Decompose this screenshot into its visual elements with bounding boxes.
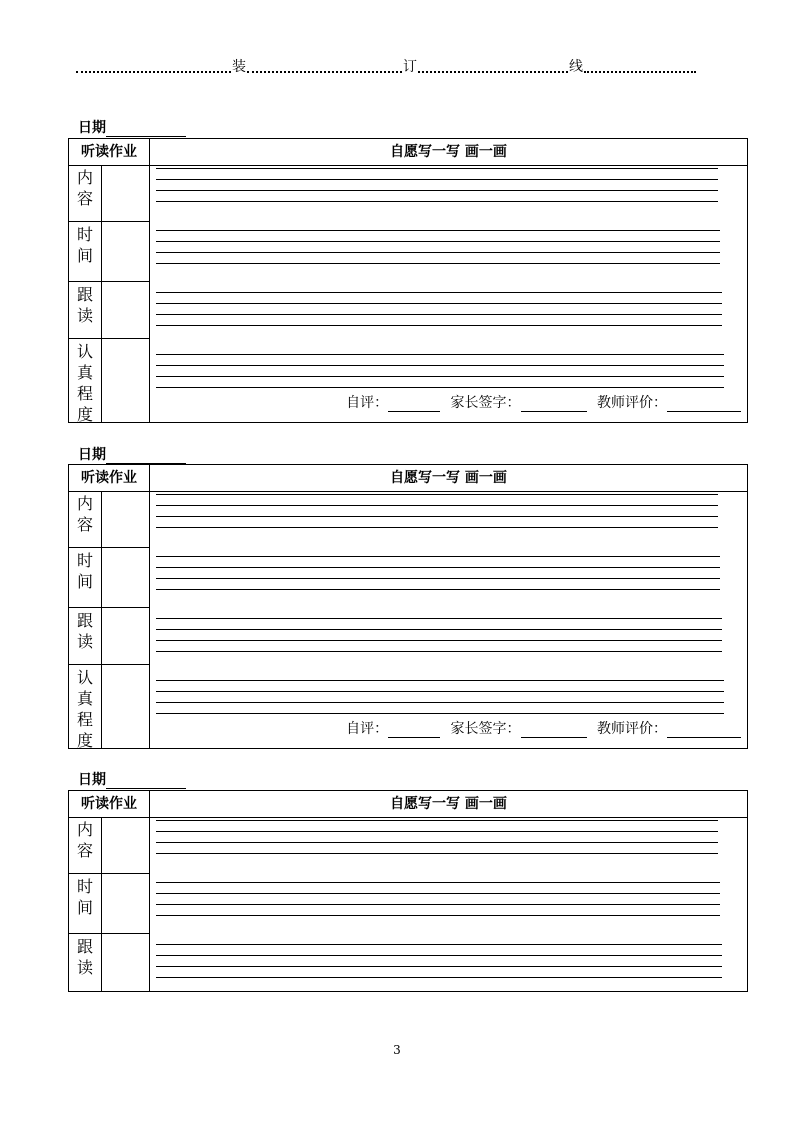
header-write-draw: 自愿写一写 画一画 (390, 796, 507, 812)
section-content (69, 817, 149, 874)
date-label (78, 119, 186, 137)
section-label: 时 间 (76, 225, 93, 265)
binding-char-zhuang: 装 (232, 59, 246, 75)
parent-sign-blank[interactable] (521, 723, 587, 738)
section-time (69, 222, 149, 282)
section-content (69, 165, 149, 222)
header-listening-homework: 听读作业 (69, 791, 150, 817)
section-label: 内 容 (76, 494, 93, 534)
date-label-text: 日期 (78, 447, 106, 463)
dotted-segment (584, 61, 696, 73)
section-label: 时 间 (76, 551, 93, 591)
page-number: 3 (393, 1043, 401, 1057)
date-blank[interactable] (106, 449, 186, 464)
section-label: 认 真 程 度 (76, 342, 93, 424)
evaluation-row (346, 720, 741, 738)
dotted-segment (247, 61, 402, 73)
binding-line (76, 58, 706, 76)
date-label (78, 446, 186, 464)
self-eval-blank[interactable] (388, 723, 440, 738)
section-label: 跟 读 (76, 611, 93, 651)
writing-area[interactable] (149, 165, 747, 422)
section-label: 内 容 (76, 168, 93, 208)
section-follow-reading (69, 608, 149, 665)
section-label: 跟 读 (76, 285, 93, 325)
teacher-eval-label: 教师评价： (597, 395, 667, 411)
binding-char-ding: 订 (403, 59, 417, 75)
teacher-eval-blank[interactable] (667, 397, 741, 412)
parent-sign-label: 家长签字： (450, 395, 521, 411)
section-time (69, 548, 149, 608)
section-follow-reading (69, 934, 149, 992)
binding-char-xian: 线 (569, 59, 583, 75)
date-blank[interactable] (106, 774, 186, 789)
section-time (69, 874, 149, 934)
block-header (69, 791, 747, 818)
parent-sign-blank[interactable] (521, 397, 587, 412)
section-seriousness (69, 339, 149, 423)
writing-area[interactable] (149, 491, 747, 748)
parent-sign-label: 家长签字： (450, 721, 521, 737)
writing-area[interactable] (149, 817, 747, 991)
teacher-eval-label: 教师评价： (597, 721, 667, 737)
date-label-text: 日期 (78, 772, 106, 788)
header-write-draw: 自愿写一写 画一画 (390, 470, 507, 486)
header-write-draw: 自愿写一写 画一画 (390, 144, 507, 160)
self-eval-label: 自评： (346, 721, 389, 737)
header-listening-homework: 听读作业 (69, 465, 150, 491)
section-label: 内 容 (76, 820, 93, 860)
section-content (69, 491, 149, 548)
dotted-segment (76, 61, 231, 73)
dotted-segment (418, 61, 568, 73)
section-label: 时 间 (76, 877, 93, 917)
date-blank[interactable] (106, 122, 186, 137)
teacher-eval-blank[interactable] (667, 723, 741, 738)
date-label (78, 771, 186, 789)
section-follow-reading (69, 282, 149, 339)
self-eval-label: 自评： (346, 395, 389, 411)
section-seriousness (69, 665, 149, 749)
block-header (69, 139, 747, 166)
date-label-text: 日期 (78, 120, 106, 136)
section-label: 跟 读 (76, 937, 93, 977)
section-label: 认 真 程 度 (76, 668, 93, 750)
evaluation-row (346, 394, 741, 412)
homework-block-1 (68, 138, 748, 423)
homework-block-2 (68, 464, 748, 749)
block-header (69, 465, 747, 492)
self-eval-blank[interactable] (388, 397, 440, 412)
homework-block-3 (68, 790, 748, 992)
header-listening-homework: 听读作业 (69, 139, 150, 165)
